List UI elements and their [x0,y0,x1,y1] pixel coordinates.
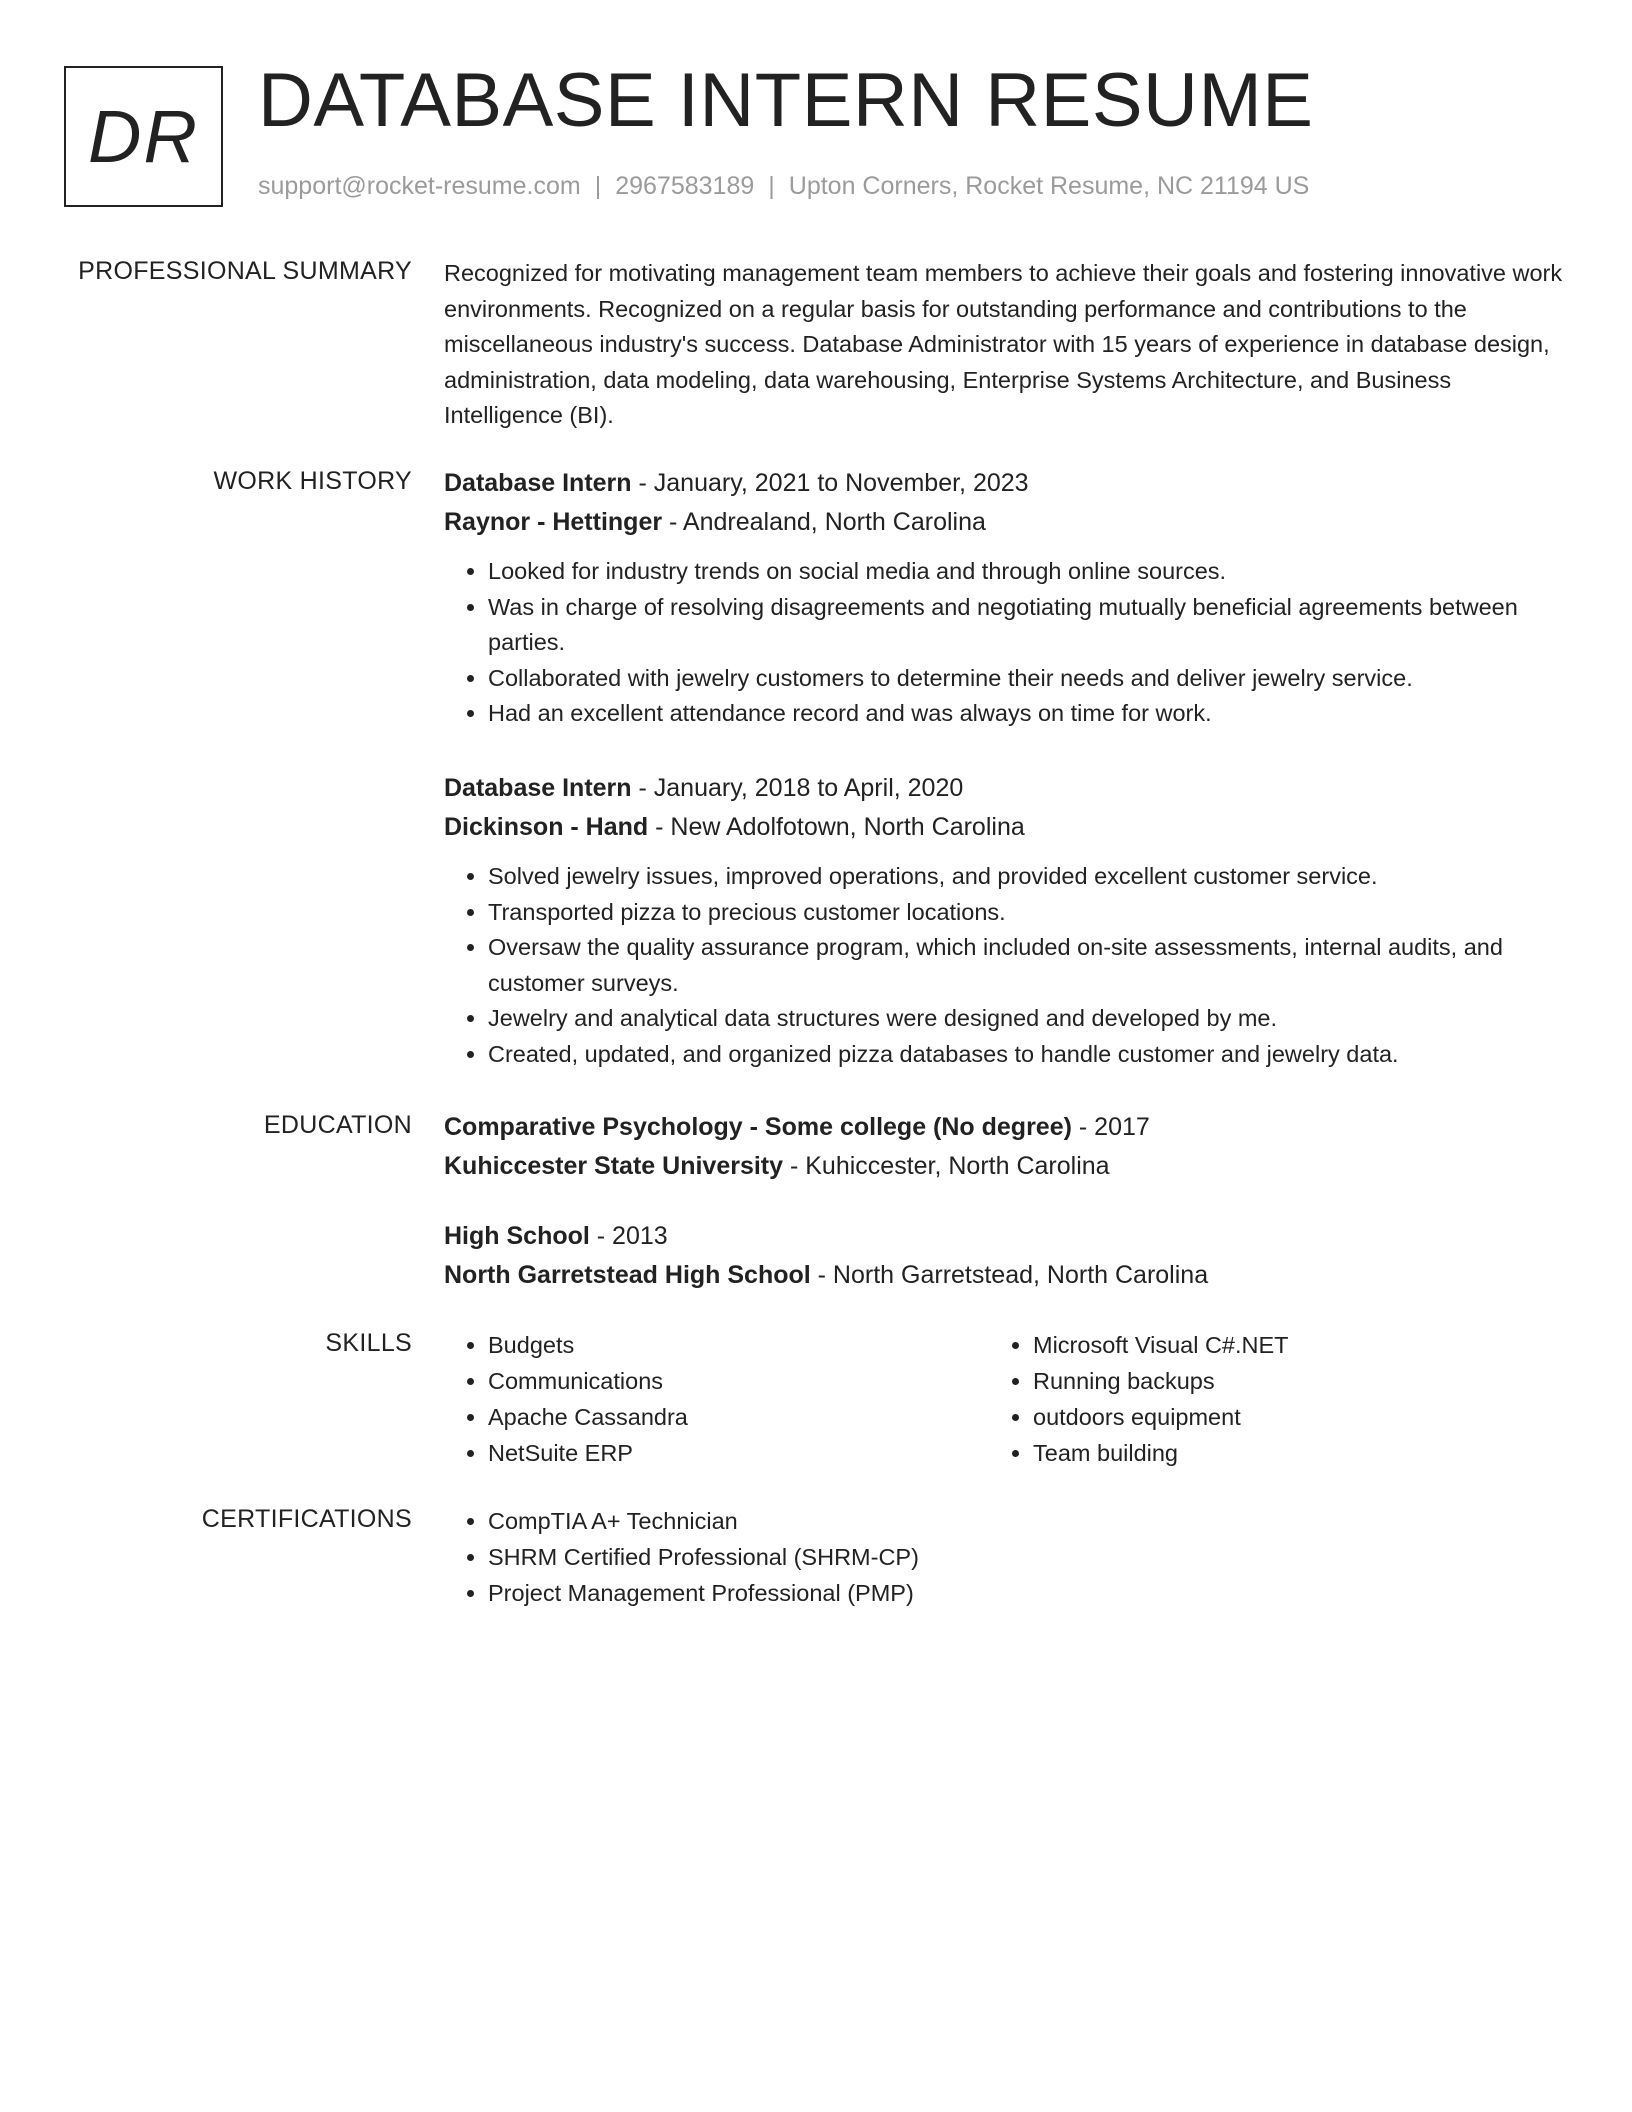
job-entry [444,769,1564,1072]
job-company: Dickinson - Hand [444,813,649,841]
job-location: - Andrealand, North Carolina [662,508,986,536]
list-item: • Transported pizza to precious customer locations. [488,895,1564,931]
section-label-summary: PROFESSIONAL SUMMARY [78,257,412,285]
job-company-line [444,808,1564,847]
job-entry [444,464,1564,732]
job-title: Database Intern [444,469,632,497]
certifications-grid [444,1503,1564,1611]
list-item: • Collaborated with jewelry customers to determine their needs and deliver jewelry service. [488,661,1564,697]
education-degree-line [444,1108,1564,1147]
job-company: Raynor - Hettinger [444,508,663,536]
list-item: • Apache Cassandra [488,1399,989,1435]
contact-separator: | [768,172,775,200]
list-item: • Microsoft Visual C#.NET [1033,1327,1534,1363]
education-location: - Kuhiccester, North Carolina [783,1152,1110,1180]
contact-address: Upton Corners, Rocket Resume, NC 21194 US [788,172,1310,200]
job-title-line [444,464,1564,503]
education-school: Kuhiccester State University [444,1152,784,1180]
job-dates: - January, 2021 to November, 2023 [631,469,1029,497]
education-school-line [444,1256,1564,1295]
resume-title: DATABASE INTERN RESUME [258,58,1314,143]
contact-line [258,172,1309,201]
education-year: - 2017 [1071,1113,1150,1141]
list-item: • SHRM Certified Professional (SHRM-CP) [488,1539,989,1575]
list-item: • Created, updated, and organized pizza databases to handle customer and jewelry data. [488,1037,1564,1073]
job-location: - New Adolfotown, North Carolina [648,813,1025,841]
summary-text: Recognized for motivating management team members to achieve their goals and fostering innovative work environments. Recognized on a regular basis for outstanding performance and contributions to the miscellaneous industry's success. Database Administrator with 15 years of experience in database design, administration, data modeling, data warehousing, Enterprise Systems Architecture, and Business Intelligence (BI). [444,260,1563,428]
initials-monogram: DR [64,66,223,207]
job-company-line [444,503,1564,542]
contact-email: support@rocket-resume.com [258,172,581,200]
list-item: • Team building [1033,1435,1534,1471]
education-degree: Comparative Psychology - Some college (No degree) [444,1113,1072,1141]
certifications-section [444,1503,1564,1611]
contact-phone: 2967583189 [615,172,755,200]
education-section-2 [444,1217,1564,1295]
section-label-work-history: WORK HISTORY [213,467,412,495]
list-item: • outdoors equipment [1033,1399,1534,1435]
job-title: Database Intern [444,774,632,802]
list-item: • CompTIA A+ Technician [488,1503,989,1539]
work-history-section [444,464,1564,732]
list-item: • NetSuite ERP [488,1435,989,1471]
skills-section [444,1327,1564,1471]
skills-grid [444,1327,1564,1471]
education-degree-line [444,1217,1564,1256]
education-year: - 2013 [589,1222,668,1250]
skills-list-left [444,1327,989,1471]
education-section [444,1108,1564,1186]
job-title-line [444,769,1564,808]
list-item: • Was in charge of resolving disagreements and negotiating mutually beneficial agreements between parties. [488,590,1564,661]
job-bullets [444,554,1564,732]
contact-separator: | [594,172,602,200]
list-item: • Communications [488,1363,989,1399]
list-item: • Jewelry and analytical data structures were designed and developed by me. [488,1001,1564,1037]
skills-list-right [989,1327,1534,1471]
section-label-skills: SKILLS [325,1329,412,1357]
education-location: - North Garretstead, North Carolina [810,1261,1209,1289]
list-item: • Looked for industry trends on social media and through online sources. [488,554,1564,590]
education-school: North Garretstead High School [444,1261,811,1289]
section-label-certifications: CERTIFICATIONS [201,1505,412,1533]
job-dates: - January, 2018 to April, 2020 [631,774,964,802]
job-bullets [444,859,1564,1072]
summary-section [444,256,1564,434]
education-degree: High School [444,1222,590,1250]
list-item: • Oversaw the quality assurance program, which included on-site assessments, internal audits, and customer surveys. [488,930,1564,1001]
list-item: • Budgets [488,1327,989,1363]
list-item: • Running backups [1033,1363,1534,1399]
certifications-list [444,1503,989,1611]
section-label-education: EDUCATION [263,1111,412,1139]
list-item: • Had an excellent attendance record and was always on time for work. [488,696,1564,732]
list-item: • Project Management Professional (PMP) [488,1575,989,1611]
education-school-line [444,1147,1564,1186]
list-item: • Solved jewelry issues, improved operations, and provided excellent customer service. [488,859,1564,895]
work-history-section-2 [444,769,1564,1072]
